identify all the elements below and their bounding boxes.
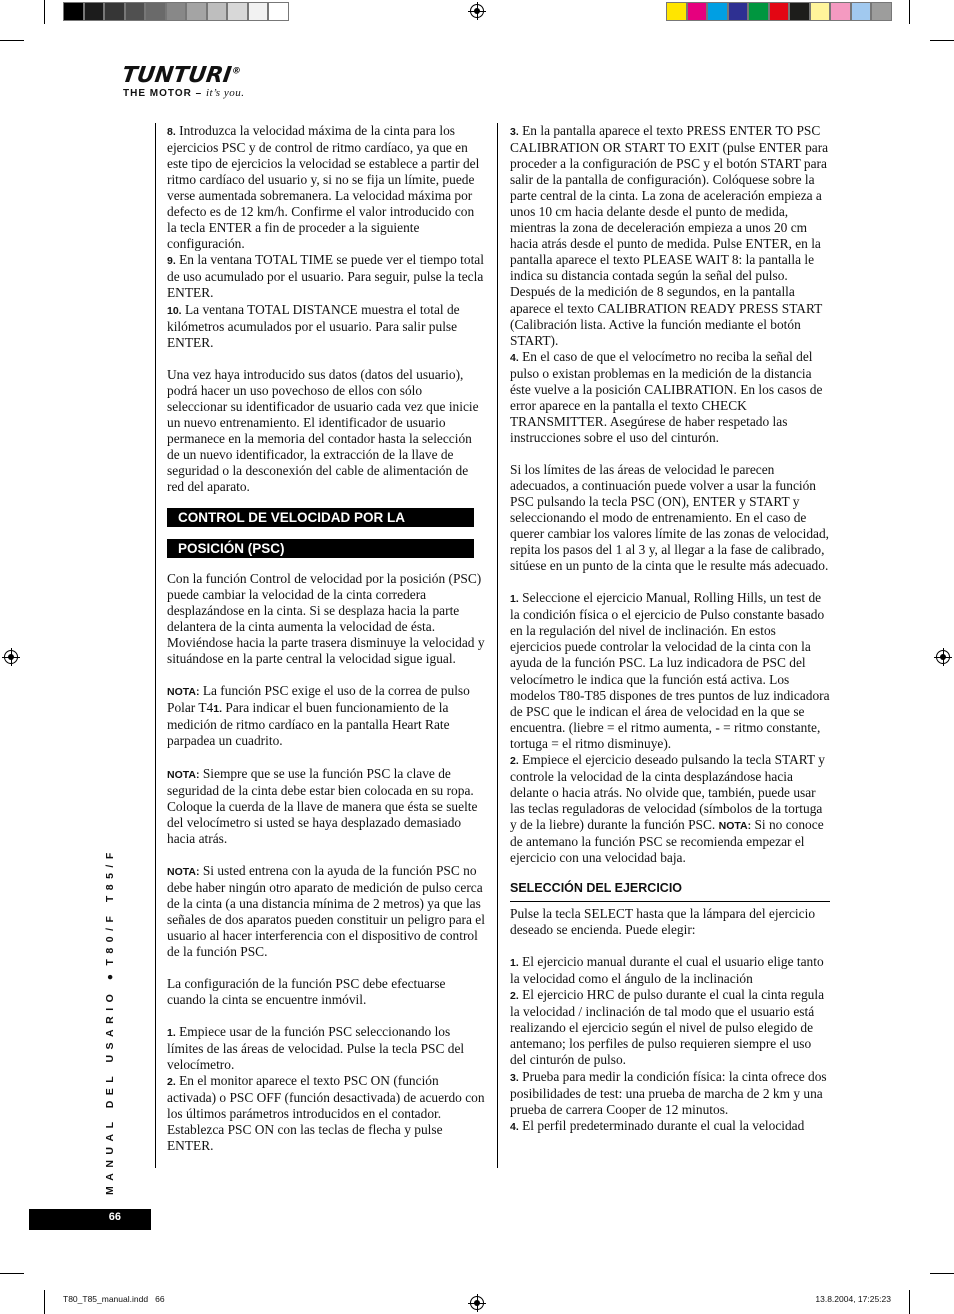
gray-swatch bbox=[145, 2, 166, 21]
running-footer-models: T80/F T85/F bbox=[104, 847, 116, 966]
limits-paragraph: Si los límites de las áreas de velocidad le parecen adecuados, a continuación puede volver a usar la función PSC pulsando la tecla PSC (ON), ENTER y START y seleccionando el modo de entrenamiento. En el caso de querer cambiar los valores límite de las zonas de velocidad, repita los pasos del 1 al 3 y, al llegar a la fase de calibrado, sitúese en un punto de la cinta que le resulte más adecuado. bbox=[510, 461, 830, 574]
step-number: 10. bbox=[167, 304, 182, 317]
step-text: En la ventana TOTAL TIME se puede ver el tiempo total de uso acumulado por el usuario. Para seguir, pulse la tecla ENTER. bbox=[167, 252, 484, 301]
psc-step-1 bbox=[167, 1024, 485, 1073]
logo-tagline bbox=[123, 87, 244, 99]
right-column bbox=[510, 123, 830, 1135]
gray-swatch bbox=[125, 2, 146, 21]
crop-mark bbox=[44, 0, 45, 24]
section-heading-line1: CONTROL DE VELOCIDAD POR LA bbox=[167, 508, 474, 527]
registered-mark: ® bbox=[231, 66, 242, 77]
gray-swatch bbox=[63, 2, 84, 21]
note-3 bbox=[167, 863, 485, 960]
psc-step-4 bbox=[510, 349, 830, 446]
gray-swatch bbox=[227, 2, 248, 21]
crop-mark bbox=[0, 40, 24, 41]
column-rule-middle bbox=[497, 123, 498, 1168]
vertical-running-footer bbox=[104, 847, 116, 1195]
note-label: NOTA: bbox=[167, 686, 200, 699]
color-swatch bbox=[810, 2, 831, 21]
user-data-paragraph: Una vez haya introducido sus datos (datos del usuario), podrá hacer un uso povechoso de ellos con sólo seleccionar su identificador de usuario cada vez que inicie un nuevo entrenamiento. El identificador de usuario permanece en la memoria del contador hasta la selección de un nuevo identificador, la extracción de la llave de seguridad o la desconexión del cable de alimentación de red del aparato. bbox=[167, 366, 479, 494]
step-number: 2. bbox=[167, 1076, 176, 1089]
step-number: 1. bbox=[167, 1027, 176, 1040]
note-1 bbox=[167, 683, 485, 749]
note-label: NOTA: bbox=[718, 819, 752, 832]
color-swatch bbox=[707, 2, 728, 21]
logo-text: TUNTURI bbox=[120, 63, 234, 88]
color-swatch bbox=[666, 2, 687, 21]
color-swatch bbox=[769, 2, 790, 21]
note-text: Para indicar el buen funcionamiento de la medición de ritmo cardíaco en la pantalla Heart Rate parpadea un cuadrito. bbox=[167, 700, 450, 749]
option-4 bbox=[510, 1118, 830, 1135]
left-column bbox=[167, 123, 485, 1154]
step-text: El ejercicio manual durante el cual el usuario elige tanto la velocidad como el ángulo de la inclinación bbox=[510, 954, 824, 987]
gray-swatch bbox=[84, 2, 105, 21]
gray-swatch bbox=[248, 2, 269, 21]
step-text: En el caso de que el velocímetro no reciba la señal del pulso o existan problemas en la medición de la distancia éste vuelve a la posición CALIBRATION. En los casos de error aparece en la pantalla el texto CHECK TRANSMITTER. Asegúrese de haber respetado las instrucciones sobre el uso del cinturón. bbox=[510, 348, 823, 445]
gray-swatch bbox=[268, 2, 289, 21]
step-text: Empiece el ejercicio deseado pulsando la tecla START y controle la velocidad de la cinta desplazándose hacia delante o hacia atrás. No olvide que, también, puede usar las teclas reguladoras de velocidad (símbolos de la tortuga y de la liebre) durante la función PSC. bbox=[510, 751, 825, 832]
option-3 bbox=[510, 1069, 830, 1118]
color-swatch bbox=[830, 2, 851, 21]
tunturi-logo bbox=[120, 63, 242, 88]
step-number: 8. bbox=[167, 126, 176, 138]
note-ref: 1. bbox=[213, 703, 223, 716]
color-swatch bbox=[728, 2, 749, 21]
step-number: 1. bbox=[510, 593, 519, 606]
step-8 bbox=[167, 123, 485, 252]
gray-swatch bbox=[186, 2, 207, 21]
step-text: Seleccione el ejercicio Manual, Rolling Hills, un test de la condición física o el ejercicio de Pulso constante basado en la regulación del nivel de inclinación. En estos ejercicios puede controlar la velocidad de la cinta con la ayuda de la función PSC. La luz indicadora de PSC del velocímetro le indica que la función está activa. Los modelos T80-T85 dispones de tres puntos de luz indicadora de PSC que le indican el área de velocidad en la que se encuentra. (liebre = el ritmo aumenta, - = ritmo constante, tortuga = el ritmo disminuye). bbox=[510, 590, 830, 751]
psc-step-2 bbox=[167, 1073, 485, 1154]
step-text: Empiece usar de la función PSC seleccionando los límites de las áreas de velocidad. Pulse la tecla PSC del velocímetro. bbox=[167, 1024, 465, 1073]
column-rule-left bbox=[155, 123, 156, 1168]
step-number: 1. bbox=[510, 957, 519, 970]
step-number: 3. bbox=[510, 1071, 519, 1084]
color-swatch bbox=[789, 2, 810, 21]
bullet-icon: ● bbox=[104, 973, 116, 981]
color-swatch bbox=[851, 2, 872, 21]
crop-mark bbox=[44, 1290, 45, 1314]
registration-mark-icon bbox=[4, 650, 18, 664]
selection-heading: SELECCIÓN DEL EJERCICIO bbox=[510, 880, 830, 902]
note-label: NOTA: bbox=[167, 768, 200, 781]
step-number: 4. bbox=[510, 1120, 519, 1133]
section-heading-line2: POSICIÓN (PSC) bbox=[167, 539, 474, 558]
step-number: 3. bbox=[510, 126, 519, 138]
step-number: 2. bbox=[510, 990, 519, 1003]
note-text: Si usted entrena con la ayuda de la función PSC no debe haber ningún otro aparato de medición de pulso cerca de la cinta (a una distancia mínima de 2 metros) ya que las señales de dos aparatos pueden constituir un peligro para el usuario al hacer interferencia con el dispositivo de control de la función PSC. bbox=[167, 862, 485, 959]
gray-swatch bbox=[207, 2, 228, 21]
color-swatch bbox=[687, 2, 708, 21]
registration-mark-icon bbox=[470, 4, 484, 18]
registration-mark-icon bbox=[936, 650, 950, 664]
note-text: Siempre que se use la función PSC la clave de seguridad de la cinta debe estar bien colocada en su ropa. Coloque la cuerda de la llave de manera que ésta se suelte del velocímetro si usted se haya desplazado demasiado hacia atrás. bbox=[167, 765, 478, 846]
psc-step-3 bbox=[510, 123, 830, 349]
slug-timestamp: 13.8.2004, 17:25:23 bbox=[815, 1294, 891, 1304]
step-text: En el monitor aparece el texto PSC ON (función activada) o PSC OFF (función desactivada) de acuerdo con los últimos parámetros introducidos en el contador. Establezca PSC ON con las teclas de flecha y pulse ENTER. bbox=[167, 1073, 485, 1154]
running-footer-manual: MANUAL DEL USARIO bbox=[104, 988, 116, 1195]
page-number: 66 bbox=[29, 1209, 151, 1230]
step-number: 2. bbox=[510, 754, 519, 767]
step-text: Si no conoce de antemano la función PSC se recomienda empezar el ejercicio con una velocidad baja. bbox=[510, 816, 824, 866]
note-label: NOTA: bbox=[167, 865, 200, 878]
crop-mark bbox=[930, 1273, 954, 1274]
tagline-italic: it’s you. bbox=[205, 87, 245, 99]
exercise-step-2 bbox=[510, 752, 830, 866]
step-number: 9. bbox=[167, 255, 176, 268]
gray-swatch bbox=[166, 2, 187, 21]
crop-mark bbox=[909, 1290, 910, 1314]
step-number: 4. bbox=[510, 351, 519, 364]
crop-mark bbox=[930, 40, 954, 41]
exercise-step-1 bbox=[510, 590, 830, 751]
psc-intro-paragraph: Con la función Control de velocidad por la posición (PSC) puede cambiar la velocidad de la cinta corredera desplazándose en la cinta. Si se desplaza hacia la parte delantera de la cinta aumenta la velocidad de ésta. Moviéndose hacia la parte trasera disminuye la velocidad y situándose en la parte central la velocidad sigue igual. bbox=[167, 571, 485, 667]
color-swatch bbox=[871, 2, 892, 21]
step-text: El ejercicio HRC de pulso durante el cual la cinta regula la velocidad / inclinación de tal modo que el usuario está realizando el ejercicio según el nivel de pulso elegido de antemano; los perfiles de pulso requieren siempre el uso del cinturón de pulso. bbox=[510, 987, 825, 1068]
step-text: En la pantalla aparece el texto PRESS ENTER TO PSC CALIBRATION OR START TO EXIT (pulse ENTER para proceder a la configuración de PSC y el botón START para salir de la pantalla de configuración). Colóquese sobre la parte central de la cinta. La zona de aceleración empieza a unos 10 cm hacia delante desde el punto de medida, mientras la zona de deceleración empieza a unos 20 cm hacia atrás desde el punto de medida. Pulse ENTER, en la pantalla aparece el texto PLEASE WAIT 8: la pantalla le indica su distancia contada según la señal del pulso. Después de la medición de 8 segundos, en la pantalla aparece el texto CALIBRATION READY PRESS START (Calibración lista. Active la función mediante el botón START). bbox=[510, 123, 829, 348]
tagline-bold: THE MOTOR – bbox=[123, 88, 203, 99]
crop-mark bbox=[0, 1273, 24, 1274]
step-text: Prueba para medir la condición física: la cinta ofrece dos posibilidades de test: una prueba de marcha de 2 km y una prueba de carrera Cooper de 12 minutos. bbox=[510, 1068, 827, 1117]
step-text: El perfil predeterminado durante el cual la velocidad bbox=[522, 1117, 805, 1133]
option-2 bbox=[510, 987, 830, 1068]
config-paragraph: La configuración de la función PSC debe efectuarse cuando la cinta se encuentre inmóvil. bbox=[167, 976, 446, 1008]
option-1 bbox=[510, 954, 830, 987]
step-9 bbox=[167, 252, 485, 301]
step-text: La ventana TOTAL DISTANCE muestra el total de kilómetros acumulados por el usuario. Para salir pulse ENTER. bbox=[167, 301, 460, 350]
registration-mark-icon bbox=[470, 1296, 484, 1310]
gray-swatch bbox=[104, 2, 125, 21]
step-text: Introduzca la velocidad máxima de la cinta para los ejercicios PSC y de control de ritmo cardíaco, ya que en este tipo de ejercicios la velocidad se establece a partir del ritmo cardíaco del usuario y, si no se fija un límite, puede verse aumentada sobremanera. La velocidad máxima por defecto es de 12 km/h. Confirme el valor introducido con la tecla ENTER a fin de proceder a la siguiente configuración. bbox=[167, 123, 480, 252]
note-2 bbox=[167, 766, 485, 847]
selection-intro: Pulse la tecla SELECT hasta que la lámpara del ejercicio deseado se encienda. Puede elegir: bbox=[510, 906, 816, 938]
step-10 bbox=[167, 302, 485, 351]
slug-filename: T80_T85_manual.indd 66 bbox=[63, 1294, 165, 1304]
color-swatch bbox=[748, 2, 769, 21]
crop-mark bbox=[909, 0, 910, 24]
note-text: La función PSC exige el uso de la correa de pulso Polar T4 bbox=[167, 683, 470, 716]
